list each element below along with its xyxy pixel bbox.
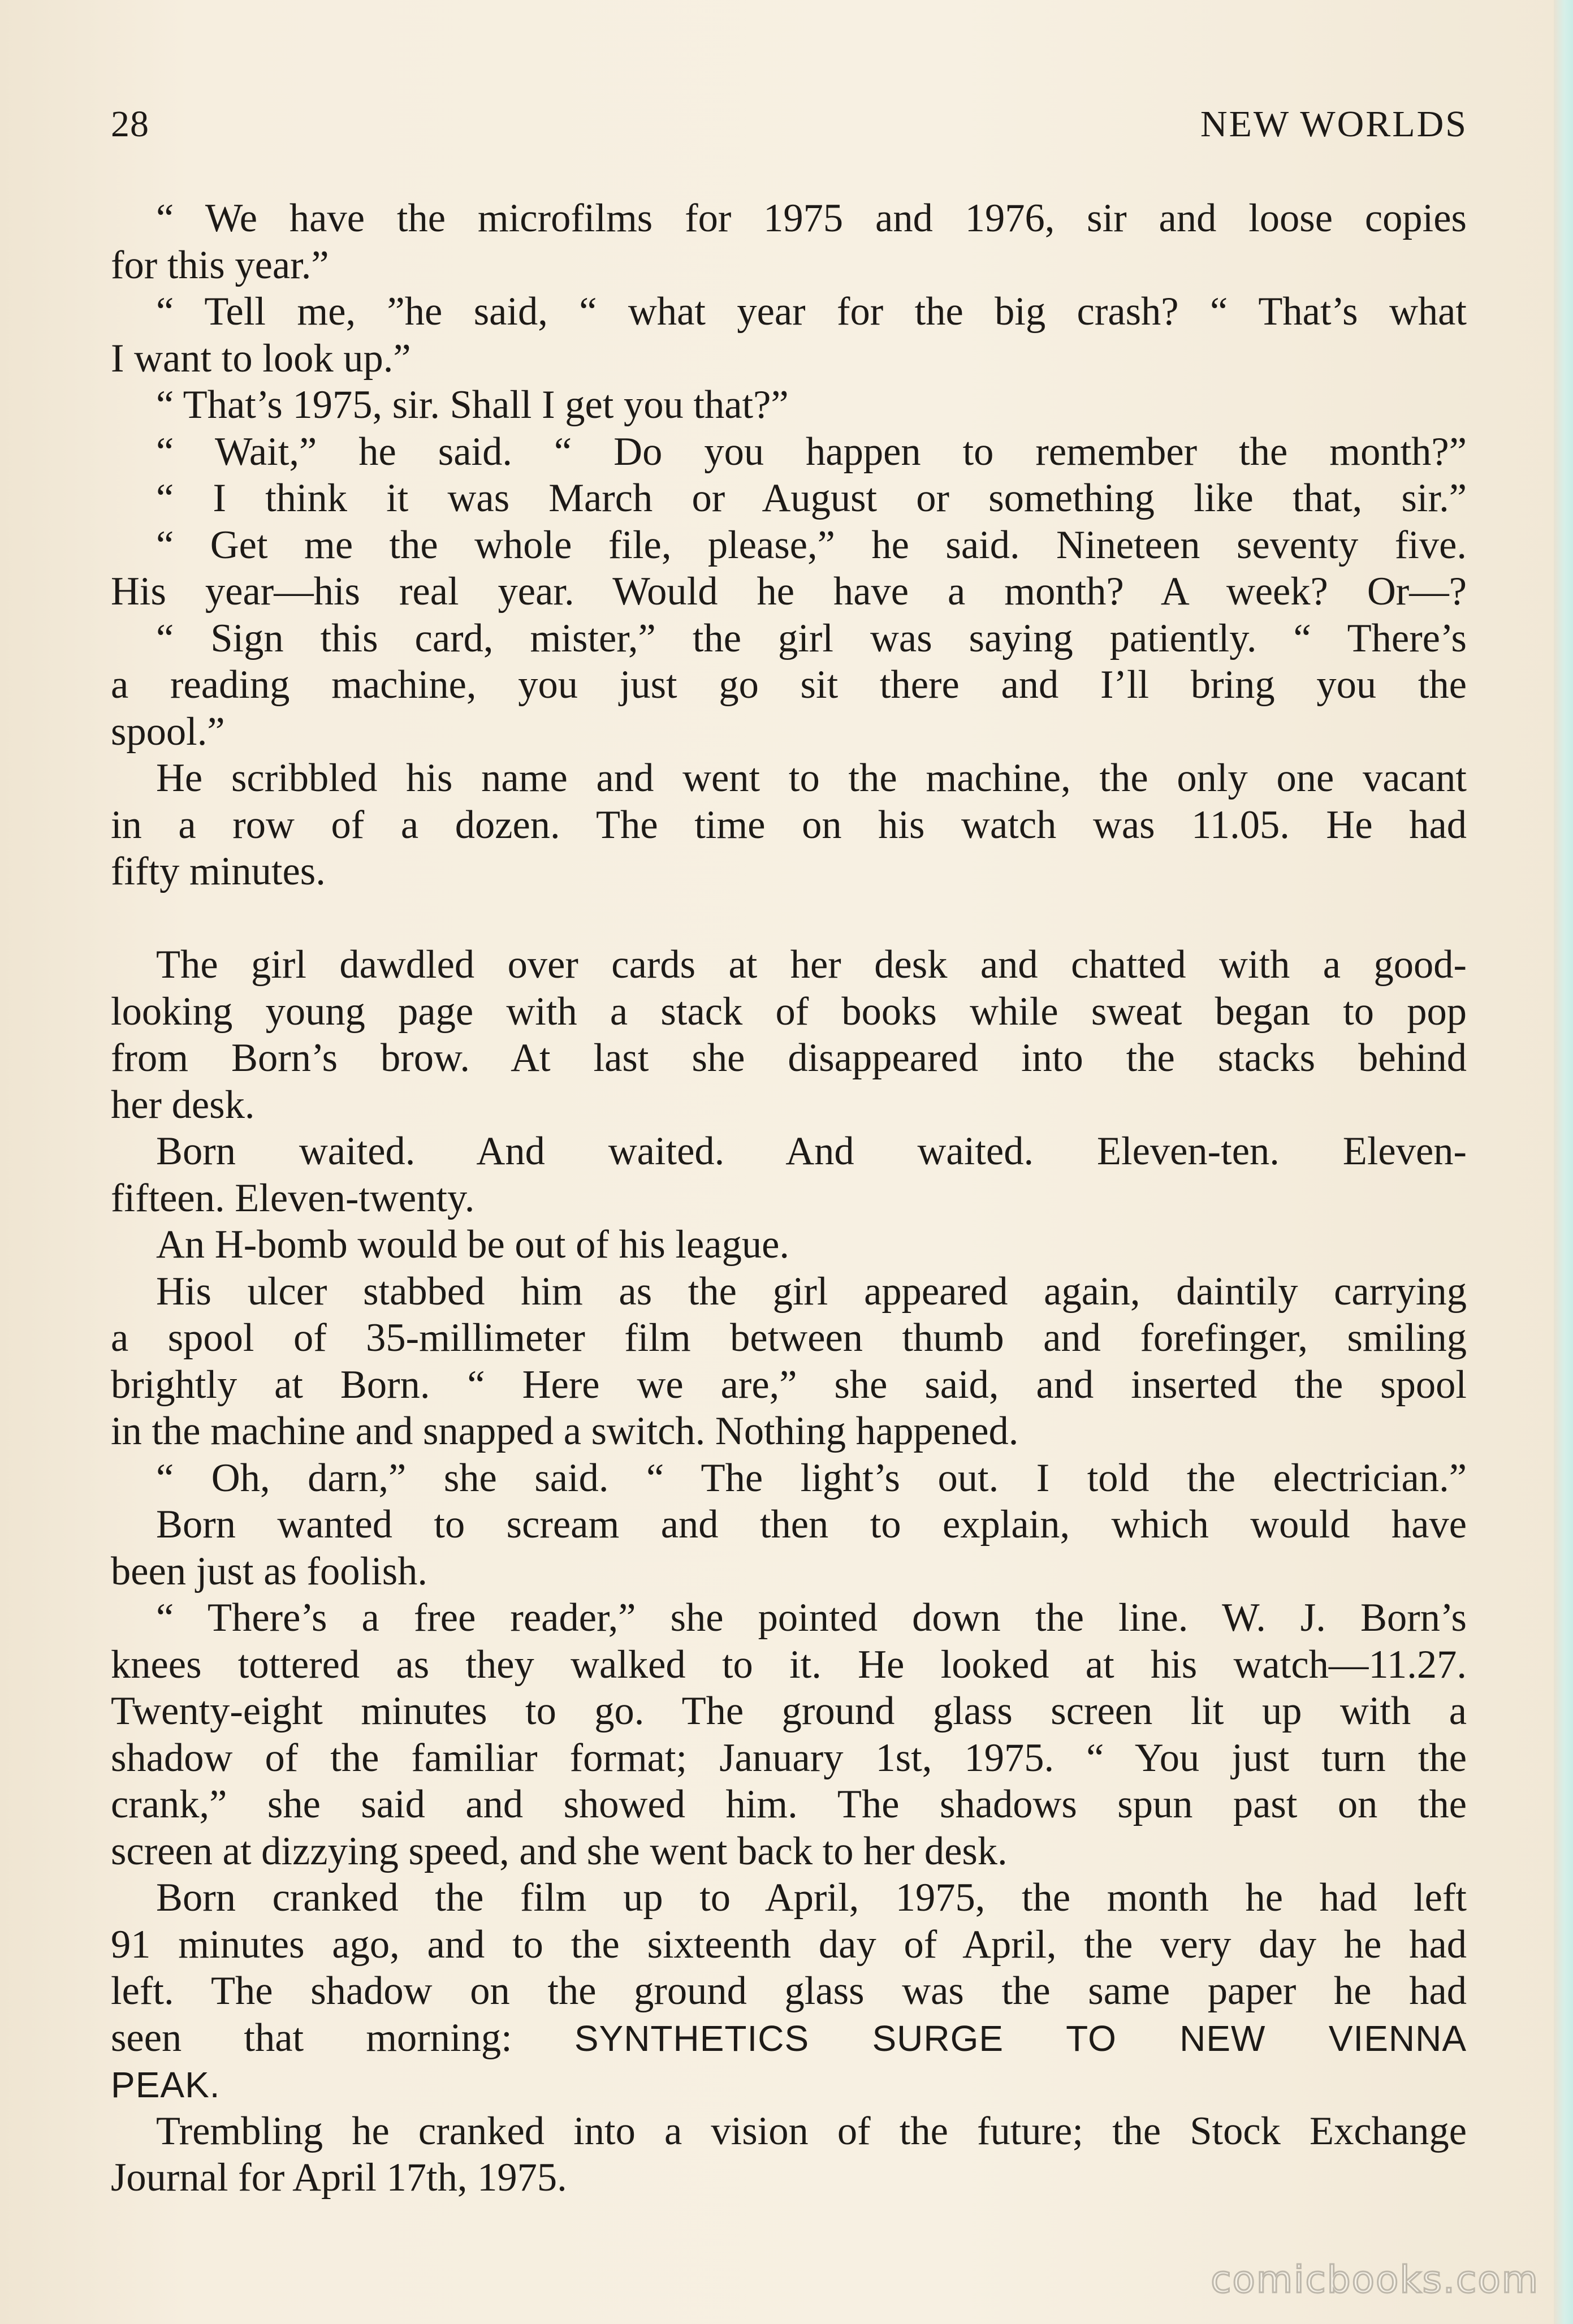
text-line: Journal for April 17th, 1975. <box>111 2155 567 2200</box>
text-line: a reading machine, you just go sit there and I’ll bring you the <box>111 663 1467 707</box>
text-line: shadow of the familiar format; January 1st, 1975. “ You just turn the <box>111 1735 1467 1780</box>
text-line: Born cranked the film up to April, 1975, the month he had left <box>156 1876 1467 1920</box>
text-line: crank,” she said and showed him. The shadows spun past on the <box>111 1782 1467 1826</box>
text-line: 91 minutes ago, and to the sixteenth day of April, the very day he had <box>111 1922 1467 1967</box>
text-line: brightly at Born. “ Here we are,” she said, and inserted the spool <box>111 1362 1467 1407</box>
text-line <box>111 2015 1467 2062</box>
text-line: fifteen. Eleven-twenty. <box>111 1176 475 1220</box>
text-line: He scribbled his name and went to the machine, the only one vacant <box>156 756 1467 800</box>
text-line: “ Get me the whole file, please,” he said. Nineteen seventy five. <box>156 522 1467 567</box>
text-line-lead: seen that morning: <box>111 2015 512 2060</box>
text-line: “ Wait,” he said. “ Do you happen to remember the month?” <box>156 429 1467 474</box>
text-line: “ Tell me, ”he said, “ what year for the big crash? “ That’s what <box>156 290 1467 334</box>
text-line: in the machine and snapped a switch. Nothing happened. <box>111 1409 1019 1453</box>
body-text <box>111 195 1467 2201</box>
page-number: 28 <box>111 103 149 145</box>
text-line: her desk. <box>111 1082 255 1127</box>
text-line: knees tottered as they walked to it. He looked at his watch—11.27. <box>111 1642 1467 1687</box>
text-line: His ulcer stabbed him as the girl appeared again, daintily carrying <box>156 1269 1467 1314</box>
text-line: “ That’s 1975, sir. Shall I get you that?” <box>156 383 789 427</box>
text-line: left. The shadow on the ground glass was the same paper he had <box>111 1969 1467 2013</box>
text-line: His year—his real year. Would he have a month? A week? Or—? <box>111 569 1467 614</box>
text-line: An H-bomb would be out of his league. <box>156 1223 789 1267</box>
text-line: for this year.” <box>111 243 329 287</box>
headline-text: SYNTHETICS SURGE TO NEW VIENNA <box>574 2018 1467 2059</box>
text-line: Twenty-eight minutes to go. The ground glass screen lit up with a <box>111 1689 1467 1733</box>
text-line: “ There’s a free reader,” she pointed down the line. W. J. Born’s <box>156 1596 1467 1640</box>
text-line: “ I think it was March or August or something like that, sir.” <box>156 476 1467 520</box>
page-header <box>111 96 1468 153</box>
text-line: screen at dizzying speed, and she went back to her desk. <box>111 1829 1008 1873</box>
running-head: NEW WORLDS <box>1200 103 1468 145</box>
text-line: “ Oh, darn,” she said. “ The light’s out. I told the electrician.” <box>156 1455 1467 1500</box>
headline-text: PEAK. <box>111 2064 221 2105</box>
section-break <box>111 895 1467 942</box>
page-edge <box>1554 0 1573 2324</box>
watermark-logo: comicbooks.com <box>1211 2258 1539 2301</box>
text-line: a spool of 35-millimeter film between thumb and forefinger, smiling <box>111 1316 1467 1360</box>
text-line: fifty minutes. <box>111 849 326 893</box>
text-line: been just as foolish. <box>111 1549 428 1593</box>
text-line <box>111 2061 1467 2108</box>
text-line: from Born’s brow. At last she disappeared into the stacks behind <box>111 1036 1467 1080</box>
text-line: The girl dawdled over cards at her desk and chatted with a good- <box>156 943 1467 987</box>
text-line: spool.” <box>111 709 225 754</box>
text-line: I want to look up.” <box>111 336 411 381</box>
text-line: Born wanted to scream and then to explain, which would have <box>156 1502 1467 1547</box>
text-line: looking young page with a stack of books while sweat began to pop <box>111 989 1467 1034</box>
text-line: “ We have the microfilms for 1975 and 1976, sir and loose copies <box>156 196 1467 240</box>
text-line: “ Sign this card, mister,” the girl was saying patiently. “ There’s <box>156 616 1467 660</box>
text-line: in a row of a dozen. The time on his watch was 11.05. He had <box>111 802 1467 847</box>
text-line: Trembling he cranked into a vision of the future; the Stock Exchange <box>156 2109 1467 2153</box>
text-line: Born waited. And waited. And waited. Eleven-ten. Eleven- <box>156 1129 1467 1173</box>
